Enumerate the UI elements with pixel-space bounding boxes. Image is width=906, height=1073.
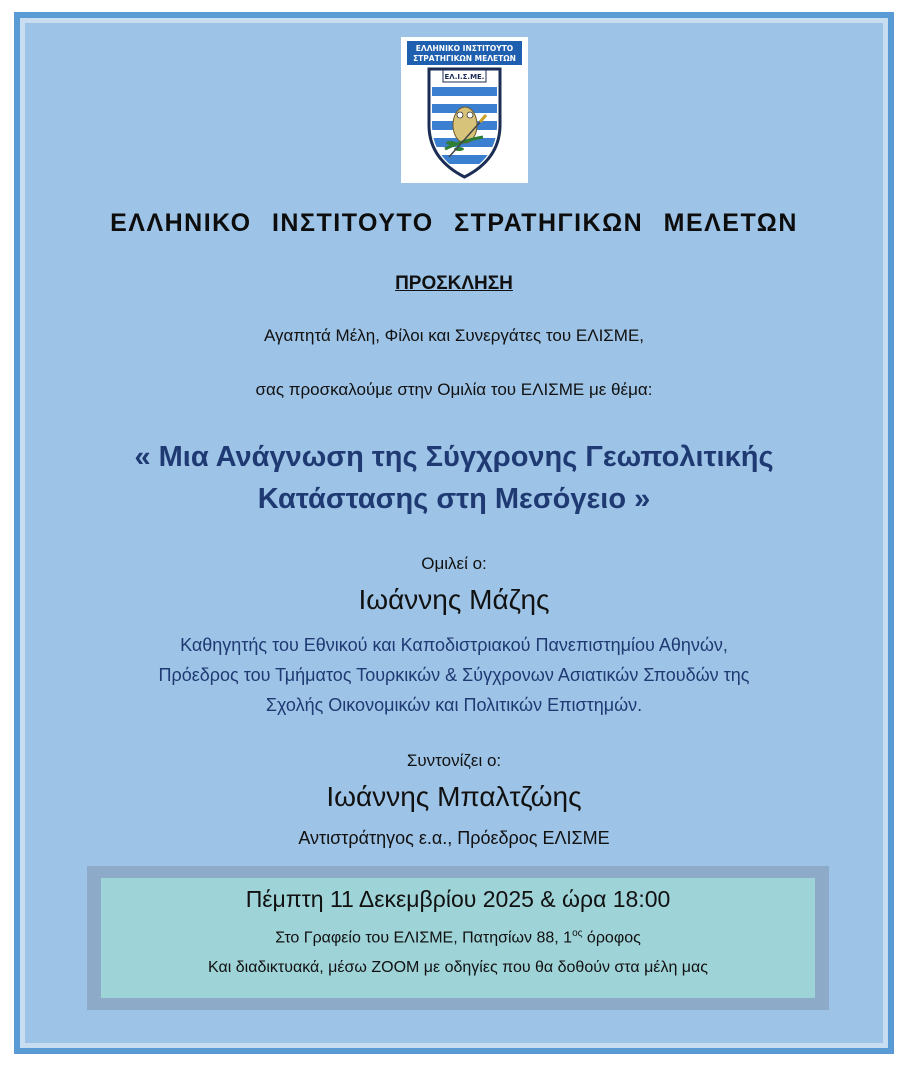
speaker-description	[25, 630, 883, 720]
event-online: Και διαδικτυακά, μέσω ZOOM με οδηγίες που θα δοθούν στα μέλη μας	[208, 959, 708, 977]
logo-shield-text: ΕΛ.Ι.Σ.ΜΕ.	[444, 73, 485, 81]
event-details-box	[87, 866, 829, 1010]
lecture-topic	[25, 436, 883, 520]
logo-banner-line1: ΕΛΛΗΝΙΚΟ ΙΝΣΤΙΤΟΥΤΟ	[415, 44, 514, 53]
event-location	[101, 919, 815, 953]
moderator-title: Αντιστράτηγος ε.α., Πρόεδρος ΕΛΙΣΜΕ	[298, 828, 610, 848]
greeting-text: Αγαπητά Μέλη, Φίλοι και Συνεργάτες του ΕΛΙΣΜΕ,	[263, 326, 645, 345]
event-datetime: Πέμπτη 11 Δεκεμβρίου 2025 & ώρα 18:00	[245, 886, 671, 912]
speaker-desc-line-3: Σχολής Οικονομικών και Πολιτικών Επιστημών.	[265, 695, 643, 715]
elisme-logo-graphic	[401, 37, 528, 183]
topic-line-1: « Μια Ανάγνωση της Σύγχρονης Γεωπολιτικής	[134, 441, 774, 473]
intro-text: σας προσκαλούμε στην Ομιλία του ΕΛΙΣΜΕ με θέμα:	[255, 380, 653, 399]
speaker-desc-line-1: Καθηγητής του Εθνικού και Καποδιστριακού Πανεπιστημίου Αθηνών,	[180, 635, 728, 655]
elisme-logo	[401, 37, 528, 183]
event-location-floor: όροφος	[582, 929, 641, 947]
page-frame	[14, 12, 894, 1054]
moderator-name: Ιωάννης Μπαλτζώης	[326, 781, 582, 812]
event-location-text: Στο Γραφείο του ΕΛΙΣΜΕ, Πατησίων 88, 1	[275, 929, 573, 947]
organization-name: ΕΛΛΗΝΙΚΟ ΙΝΣΤΙΤΟΥΤΟ ΣΤΡΑΤΗΓΙΚΩΝ ΜΕΛΕΤΩΝ	[110, 209, 798, 237]
speaker-label: Ομιλεί ο:	[421, 554, 487, 573]
invitation-heading: ΠΡΟΣΚΛΗΣΗ	[395, 273, 513, 294]
event-location-ordinal: ος	[572, 928, 583, 939]
speaker-desc-line-2: Πρόεδρος του Τμήματος Τουρκικών & Σύγχρονων Ασιατικών Σπουδών της	[158, 665, 750, 685]
topic-line-2: Κατάστασης στη Μεσόγειο »	[257, 483, 651, 515]
frame-inner	[20, 18, 888, 1048]
logo-banner-line2: ΣΤΡΑΤΗΓΙΚΩΝ ΜΕΛΕΤΩΝ	[413, 54, 516, 63]
moderator-label: Συντονίζει ο:	[406, 751, 502, 770]
speaker-name: Ιωάννης Μάζης	[358, 584, 550, 615]
invitation-panel	[25, 23, 883, 1043]
event-details-inner	[101, 878, 815, 998]
